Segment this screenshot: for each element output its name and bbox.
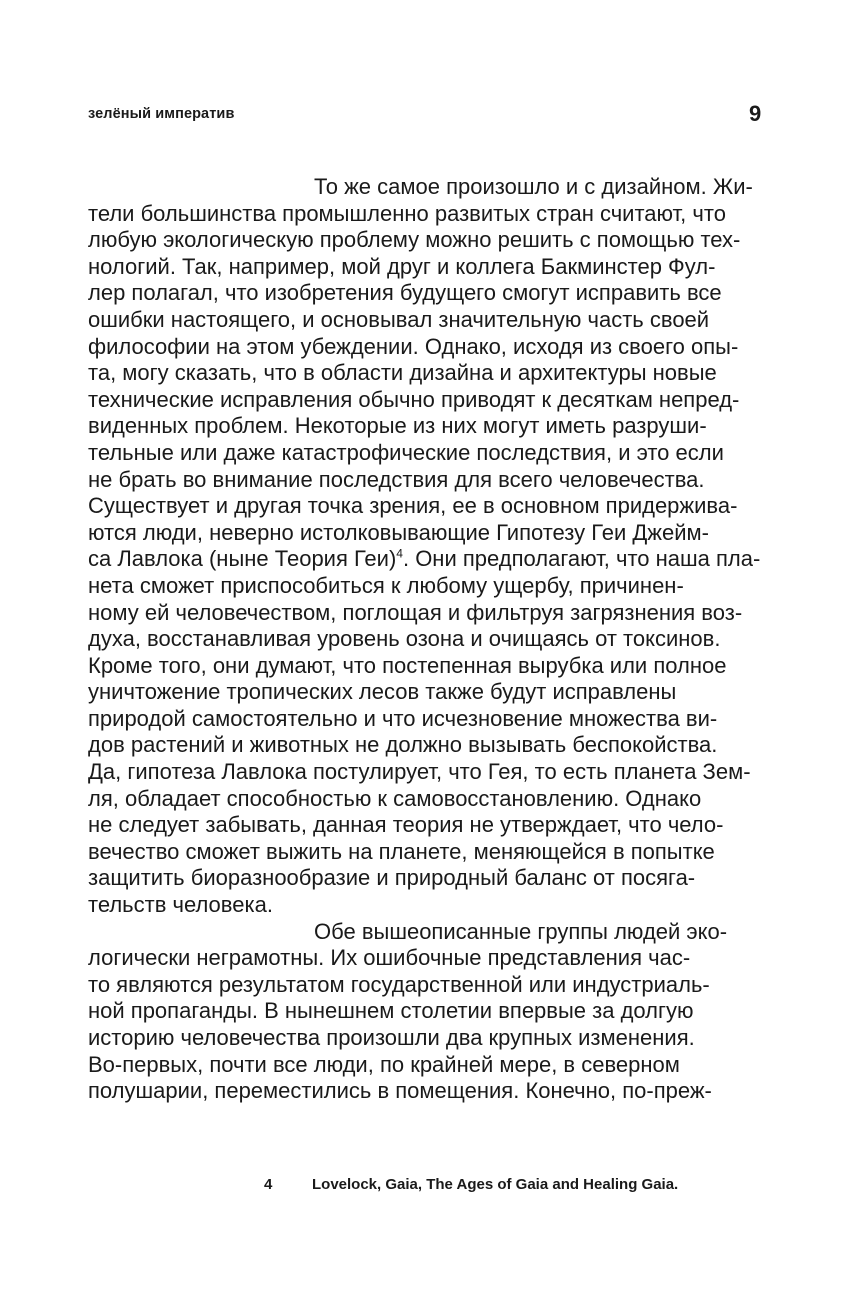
text-line: та, могу сказать, что в области дизайна и архитектуры новые (88, 360, 717, 386)
text-line: То же самое произошло и с дизайном. Жи- (314, 174, 753, 199)
footnote-text: Lovelock, Gaia, The Ages of Gaia and Healing Gaia. (312, 1176, 679, 1193)
footnote-reference: 4 (396, 546, 403, 561)
text-line: духа, восстанавливая уровень озона и очищаясь от токсинов. (88, 626, 721, 652)
page-number: 9 (749, 101, 762, 126)
text-line: любую экологическую проблему можно решить с помощью тех- (88, 227, 741, 253)
footnote-number: 4 (264, 1176, 273, 1193)
text-line: ошибки настоящего, и основывал значительную часть своей (88, 306, 710, 332)
text-line: логически неграмотны. Их ошибочные представления час- (88, 945, 691, 971)
text-line: защитить биоразнообразие и природный баланс от посяга- (88, 865, 696, 891)
text-line: вечество сможет выжить на планете, меняющейся в попытке (88, 838, 715, 864)
text-line: Во-первых, почти все люди, по крайней мере, в северном (88, 1051, 680, 1077)
text-line: природой самостоятельно и что исчезновение множества ви- (88, 705, 718, 731)
text-line: ному ей человечеством, поглощая и фильтруя загрязнения воз- (88, 599, 743, 625)
text-line: лер полагал, что изобретения будущего смогут исправить все (88, 280, 722, 306)
text-line: не следует забывать, данная теория не утверждает, что чело- (88, 812, 724, 838)
text-line: уничтожение тропических лесов также будут исправлены (88, 679, 677, 705)
footnote (264, 1176, 678, 1193)
text-line: Существует и другая точка зрения, ее в основном придержива- (88, 493, 738, 519)
text-line: философии на этом убеждении. Однако, исходя из своего опы- (88, 333, 739, 359)
text-line: полушарии, переместились в помещения. Конечно, по-преж- (88, 1078, 712, 1104)
text-line: технические исправления обычно приводят к десяткам непред- (88, 386, 740, 412)
running-header: зелёный императив (88, 106, 235, 122)
text-line: историю человечества произошли два крупных изменения. (88, 1025, 695, 1050)
text-line: виденных проблем. Некоторые из них могут иметь разруши- (88, 413, 707, 439)
text-line: Обе вышеописанные группы людей эко- (314, 918, 728, 944)
text-segment: . Они предполагают, что наша пла- (402, 546, 761, 572)
body-text (88, 174, 808, 1105)
text-line: тели большинства промышленно развитых стран считают, что (88, 200, 726, 226)
text-line: тельные или даже катастрофические последствия, и это если (88, 439, 724, 465)
text-line: то являются результатом государственной или индустриаль- (88, 971, 710, 997)
text-line: дов растений и животных не должно вызывать беспокойства. (88, 732, 718, 758)
text-line: Да, гипотеза Лавлока постулирует, что Гея, то есть планета Зем- (88, 759, 751, 785)
text-line: ной пропаганды. В нынешнем столетии впервые за долгую (88, 998, 694, 1024)
text-line: не брать во внимание последствия для всего человечества. (88, 466, 705, 492)
text-segment: са Лавлока (ныне Теория Геи) (88, 546, 397, 572)
text-line: ются люди, неверно истолковывающие Гипотезу Геи Джейм- (88, 519, 709, 545)
text-line: Кроме того, они думают, что постепенная вырубка или полное (88, 652, 727, 678)
text-line: нета сможет приспособиться к любому ущербу, причинен- (88, 572, 684, 598)
text-line: нологий. Так, например, мой друг и коллега Бакминстер Фул- (88, 253, 716, 279)
text-line: ля, обладает способностью к самовосстановлению. Однако (88, 785, 702, 811)
text-line (88, 546, 808, 573)
text-line: тельств человека. (88, 892, 273, 918)
